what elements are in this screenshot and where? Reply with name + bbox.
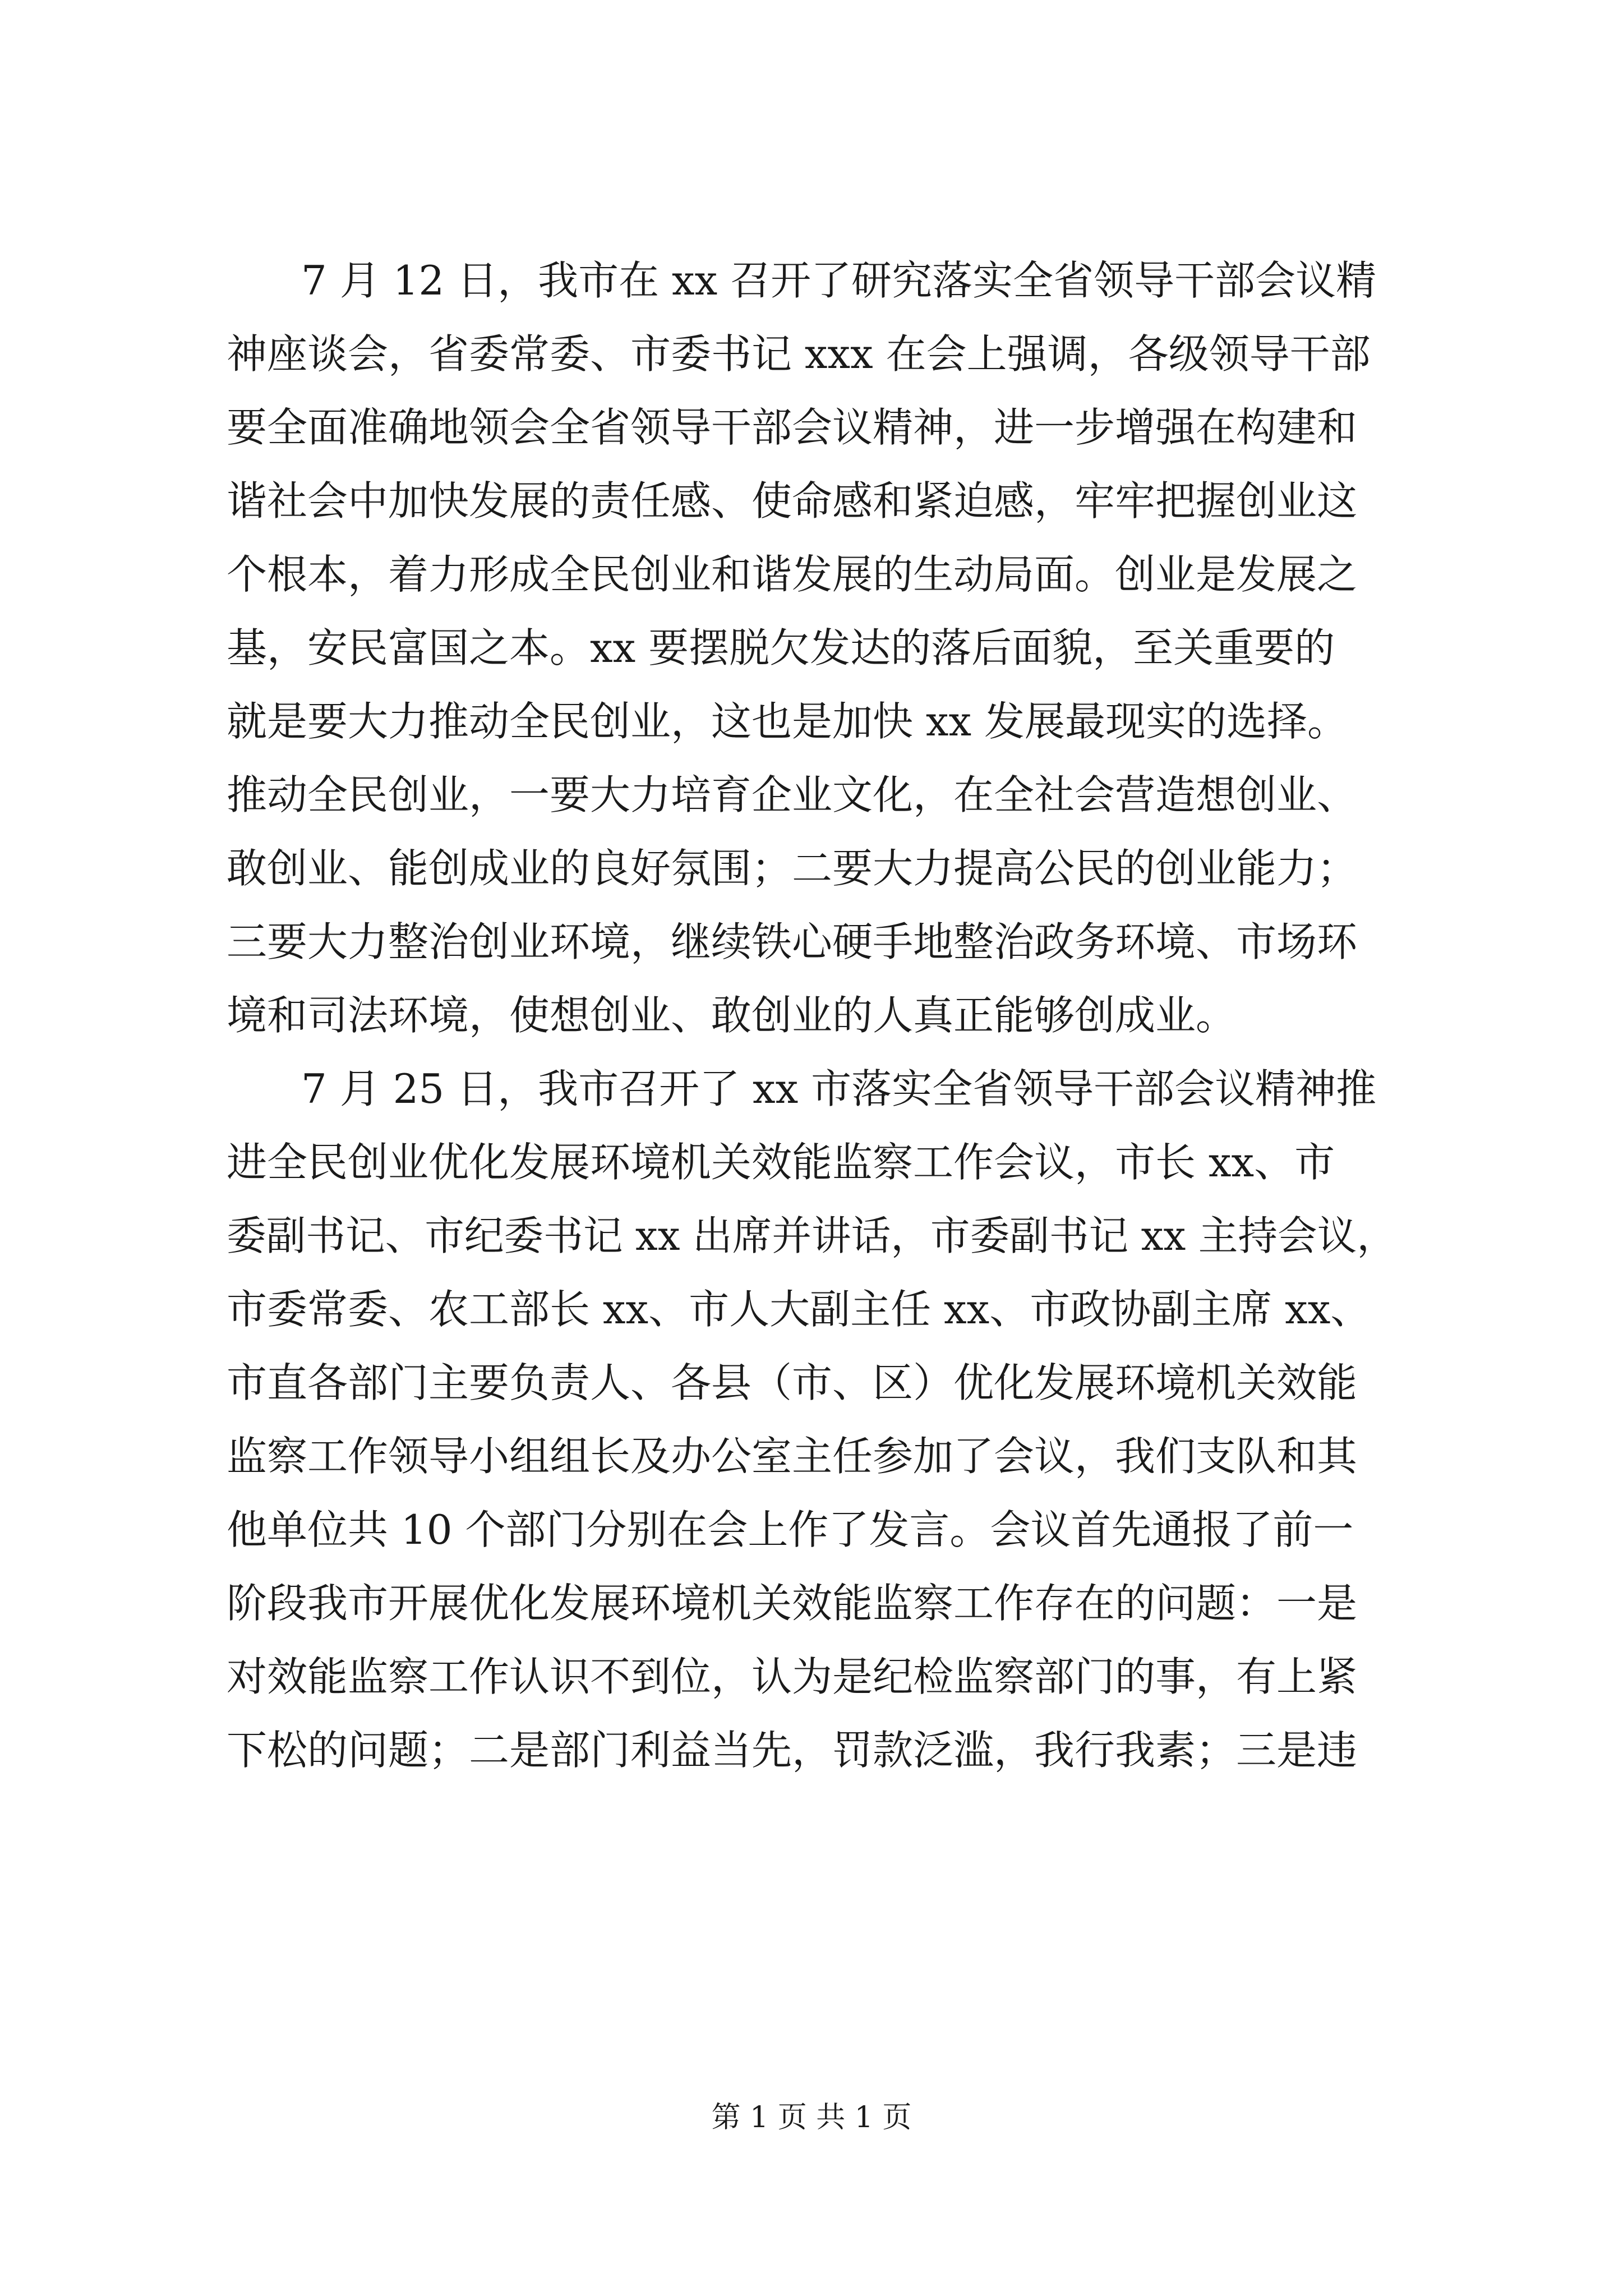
text-line — [0, 467, 1623, 535]
text-line — [0, 908, 1623, 976]
text-line — [0, 1423, 1623, 1490]
text-line-content: 要全面准确地领会全省领导干部会议精神，进一步增强在构建和 — [227, 404, 1358, 451]
text-line — [0, 1643, 1623, 1710]
text-line — [0, 247, 1623, 314]
text-line — [0, 982, 1623, 1049]
text-line — [0, 1349, 1623, 1416]
text-line — [0, 1276, 1623, 1343]
text-line-content: 推动全民创业，一要大力培育企业文化，在全社会营造想创业、 — [227, 771, 1358, 818]
text-line-content: 市委常委、农工部长 xx、市人大副主任 xx、市政协副主席 xx、 — [227, 1286, 1371, 1333]
text-line-content: 他单位共 10 个部门分别在会上作了发言。会议首先通报了前一 — [227, 1506, 1354, 1553]
text-line — [0, 320, 1623, 388]
text-line — [0, 541, 1623, 608]
text-line — [0, 1055, 1623, 1122]
text-line-content: 7 月 12 日，我市在 xx 召开了研究落实全省领导干部会议精 — [301, 257, 1377, 304]
text-line-content: 谐社会中加快发展的责任感、使命感和紧迫感，牢牢把握创业这 — [227, 477, 1358, 524]
text-line-content: 三要大力整治创业环境，继续铁心硬手地整治政务环境、市场环 — [227, 918, 1358, 965]
text-line — [0, 614, 1623, 682]
text-line-content: 阶段我市开展优化发展环境机关效能监察工作存在的问题：一是 — [227, 1580, 1358, 1627]
text-line-content: 个根本，着力形成全民创业和谐发展的生动局面。创业是发展之 — [227, 551, 1358, 598]
text-line — [0, 761, 1623, 829]
text-line-content: 基，安民富国之本。xx 要摆脱欠发达的落后面貌，至关重要的 — [227, 624, 1335, 671]
text-line-content: 对效能监察工作认识不到位，认为是纪检监察部门的事，有上紧 — [227, 1653, 1358, 1700]
text-line — [0, 688, 1623, 755]
text-line-content: 神座谈会，省委常委、市委书记 xxx 在会上强调，各级领导干部 — [227, 330, 1371, 378]
text-line — [0, 394, 1623, 461]
text-line-content: 7 月 25 日，我市召开了 xx 市落实全省领导干部会议精神推 — [301, 1065, 1377, 1112]
text-line — [0, 1570, 1623, 1637]
text-line-content: 委副书记、市纪委书记 xx 出席并讲话，市委副书记 xx 主持会议， — [227, 1212, 1396, 1259]
text-line-content: 下松的问题；二是部门利益当先，罚款泛滥，我行我素；三是违 — [227, 1727, 1358, 1774]
text-line — [0, 1496, 1623, 1563]
page-footer: 第 1 页 共 1 页 — [711, 2101, 912, 2134]
text-line — [0, 1129, 1623, 1196]
text-line — [0, 1202, 1623, 1269]
text-line-content: 进全民创业优化发展环境机关效能监察工作会议，市长 xx、市 — [227, 1139, 1335, 1186]
text-line-content: 境和司法环境，使想创业、敢创业的人真正能够创成业。 — [227, 992, 1237, 1039]
text-line-content: 就是要大力推动全民创业，这也是加快 xx 发展最现实的选择。 — [227, 698, 1348, 745]
text-line-content: 敢创业、能创成业的良好氛围；二要大力提高公民的创业能力； — [227, 845, 1358, 892]
text-line-content: 监察工作领导小组组长及办公室主任参加了会议，我们支队和其 — [227, 1433, 1358, 1480]
text-line — [0, 1717, 1623, 1784]
text-line — [0, 835, 1623, 902]
text-line-content: 市直各部门主要负责人、各县（市、区）优化发展环境机关效能 — [227, 1359, 1358, 1406]
